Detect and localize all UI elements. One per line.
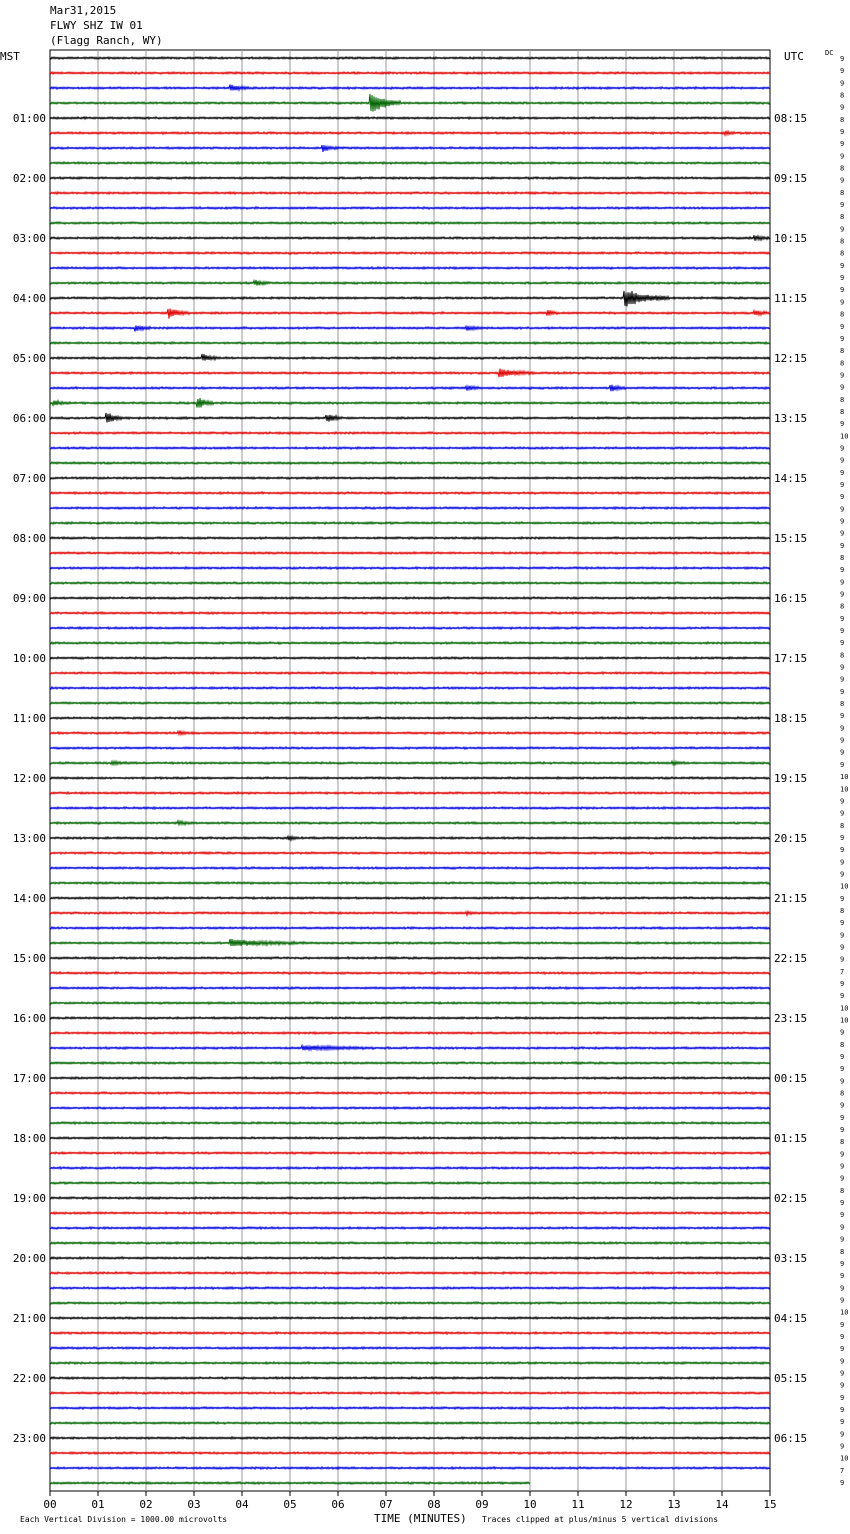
seismic-trace bbox=[50, 477, 770, 479]
dc-offset-value: 9 bbox=[840, 1065, 845, 1074]
dc-offset-value: 9 bbox=[840, 1479, 845, 1487]
seismic-trace bbox=[50, 342, 770, 344]
seismic-trace bbox=[50, 1302, 770, 1304]
mst-hour-label: 15:00 bbox=[12, 952, 46, 965]
dc-offset-value: 9 bbox=[840, 736, 845, 745]
dc-offset-value: 10 bbox=[840, 785, 849, 794]
dc-offset-value: 8 bbox=[840, 407, 845, 416]
utc-hour-label: 12:15 bbox=[774, 352, 808, 365]
dc-offset-value: 9 bbox=[840, 955, 845, 964]
dc-offset-value: 10 bbox=[840, 432, 849, 441]
seismic-trace bbox=[50, 807, 770, 809]
dc-offset-value: 8 bbox=[840, 249, 845, 258]
seismic-trace bbox=[50, 957, 770, 959]
mst-hour-label: 07:00 bbox=[12, 472, 46, 485]
seismic-trace bbox=[50, 657, 770, 659]
seismic-trace bbox=[50, 702, 770, 704]
seismic-trace bbox=[50, 939, 770, 946]
mst-hour-label: 21:00 bbox=[12, 1312, 46, 1325]
utc-hour-label: 17:15 bbox=[774, 652, 808, 665]
dc-offset-value: 9 bbox=[840, 919, 845, 928]
seismic-trace bbox=[50, 507, 770, 509]
seismic-trace bbox=[50, 642, 770, 644]
seismic-trace bbox=[50, 1017, 770, 1019]
x-tick-label: 14 bbox=[715, 1498, 729, 1511]
utc-hour-label: 01:15 bbox=[774, 1132, 808, 1145]
dc-offset-value: 9 bbox=[840, 1235, 845, 1244]
dc-offset-value: 9 bbox=[840, 152, 845, 161]
dc-offset-value: 9 bbox=[840, 1028, 845, 1037]
seismic-trace bbox=[50, 1077, 770, 1079]
mst-hour-label: 03:00 bbox=[12, 232, 46, 245]
seismic-trace bbox=[50, 94, 770, 112]
seismic-trace bbox=[50, 597, 770, 599]
dc-offset-value: 8 bbox=[840, 395, 845, 404]
seismic-trace bbox=[50, 911, 770, 915]
dc-offset-value: 9 bbox=[840, 1199, 845, 1208]
seismic-trace bbox=[50, 309, 770, 319]
seismic-trace bbox=[50, 85, 770, 91]
dc-offset-value: 8 bbox=[840, 821, 845, 830]
dc-offset-value: 9 bbox=[840, 286, 845, 295]
dc-offset-value: 9 bbox=[840, 274, 845, 283]
plot-date: Mar31,2015 bbox=[50, 4, 117, 17]
seismic-trace bbox=[50, 522, 770, 524]
mst-hour-label: 16:00 bbox=[12, 1012, 46, 1025]
seismic-trace bbox=[50, 222, 770, 224]
dc-offset-value: 10 bbox=[840, 1016, 849, 1025]
dc-offset-value: 8 bbox=[840, 554, 845, 563]
seismic-trace bbox=[50, 1272, 770, 1274]
seismic-trace bbox=[50, 1137, 770, 1139]
seismic-trace bbox=[50, 1287, 770, 1289]
dc-offset-value: 9 bbox=[840, 55, 845, 63]
utc-hour-label: 06:15 bbox=[774, 1432, 808, 1445]
seismic-trace bbox=[50, 326, 770, 332]
dc-offset-value: 9 bbox=[840, 639, 845, 648]
dc-offset-value: 9 bbox=[840, 931, 845, 940]
seismic-trace bbox=[50, 1452, 770, 1454]
dc-offset-value: 9 bbox=[840, 797, 845, 806]
dc-offset-value: 9 bbox=[840, 578, 845, 587]
seismic-trace bbox=[50, 1407, 770, 1409]
mst-hour-label: 10:00 bbox=[12, 652, 46, 665]
dc-offset-value: 9 bbox=[840, 1320, 845, 1329]
seismic-trace bbox=[50, 627, 770, 629]
dc-offset-value: 8 bbox=[840, 1089, 845, 1098]
seismic-trace bbox=[50, 1347, 770, 1349]
dc-offset-value: 8 bbox=[840, 1138, 845, 1147]
dc-offset-value: 9 bbox=[840, 663, 845, 672]
seismic-trace bbox=[50, 267, 770, 269]
seismic-trace bbox=[50, 117, 770, 119]
seismic-trace bbox=[50, 1467, 770, 1469]
seismic-trace bbox=[50, 1092, 770, 1094]
dc-offset-value: 9 bbox=[840, 712, 845, 721]
seismic-trace bbox=[50, 717, 770, 719]
dc-offset-value: 9 bbox=[840, 1442, 845, 1451]
utc-hour-label: 18:15 bbox=[774, 712, 808, 725]
dc-offset-value: 10 bbox=[840, 1454, 849, 1463]
seismic-trace bbox=[50, 927, 770, 929]
dc-offset-value: 9 bbox=[840, 371, 845, 380]
seismic-trace bbox=[50, 1182, 770, 1184]
dc-offset-value: 10 bbox=[840, 773, 849, 782]
dc-offset-value: 9 bbox=[840, 1259, 845, 1268]
dc-offset-value: 9 bbox=[840, 298, 845, 307]
seismic-trace bbox=[50, 280, 770, 286]
seismic-trace bbox=[50, 582, 770, 584]
seismic-trace bbox=[50, 987, 770, 989]
seismic-trace bbox=[50, 1062, 770, 1064]
dc-offset-value: 9 bbox=[840, 1418, 845, 1427]
dc-offset-value: 9 bbox=[840, 1345, 845, 1354]
dc-offset-value: 9 bbox=[840, 833, 845, 842]
dc-offset-value: 9 bbox=[840, 1357, 845, 1366]
x-tick-label: 01 bbox=[91, 1498, 105, 1511]
seismic-trace bbox=[50, 492, 770, 494]
dc-offset-value: 9 bbox=[840, 1272, 845, 1281]
dc-offset-value: 9 bbox=[840, 176, 845, 185]
dc-offset-value: 9 bbox=[840, 1369, 845, 1378]
right-timezone-label: UTC bbox=[784, 50, 804, 63]
dc-offset-value: 9 bbox=[840, 627, 845, 636]
mst-hour-label: 14:00 bbox=[12, 892, 46, 905]
scale-note: Each Vertical Division = 1000.00 microvolts bbox=[20, 1515, 228, 1524]
dc-offset-value: 9 bbox=[840, 420, 845, 429]
seismic-trace bbox=[50, 1045, 770, 1050]
dc-offset-value: 9 bbox=[840, 67, 845, 76]
dc-offset-value: 8 bbox=[840, 602, 845, 611]
dc-offset-value: 9 bbox=[840, 724, 845, 733]
seismic-trace bbox=[50, 72, 770, 74]
seismic-trace bbox=[50, 1257, 770, 1259]
x-axis-title: TIME (MINUTES) bbox=[374, 1512, 467, 1525]
seismic-trace bbox=[50, 552, 770, 554]
dc-offset-value: 9 bbox=[840, 748, 845, 757]
seismic-trace bbox=[50, 1392, 770, 1394]
seismic-trace bbox=[50, 747, 770, 749]
x-tick-label: 05 bbox=[283, 1498, 297, 1511]
utc-hour-label: 10:15 bbox=[774, 232, 808, 245]
dc-offset-value: 8 bbox=[840, 115, 845, 124]
seismic-trace bbox=[50, 1032, 770, 1034]
utc-hour-label: 14:15 bbox=[774, 472, 808, 485]
dc-offset-column bbox=[840, 55, 848, 1487]
dc-offset-value: 9 bbox=[840, 979, 845, 988]
seismic-trace bbox=[50, 252, 770, 254]
dc-offset-value: 9 bbox=[840, 201, 845, 210]
dc-offset-value: 9 bbox=[840, 322, 845, 331]
x-tick-label: 08 bbox=[427, 1498, 441, 1511]
dc-offset-value: 9 bbox=[840, 1405, 845, 1414]
mst-hour-label: 18:00 bbox=[12, 1132, 46, 1145]
seismic-trace bbox=[50, 836, 770, 840]
mst-hour-label: 04:00 bbox=[12, 292, 46, 305]
seismic-trace bbox=[50, 369, 770, 378]
station-location: (Flagg Ranch, WY) bbox=[50, 34, 163, 47]
dc-offset-value: 9 bbox=[840, 468, 845, 477]
seismic-trace bbox=[50, 567, 770, 569]
dc-offset-value: 9 bbox=[840, 541, 845, 550]
left-timezone-label: MST bbox=[0, 50, 20, 63]
dc-offset-value: 7 bbox=[840, 1466, 845, 1475]
x-tick-label: 02 bbox=[139, 1498, 153, 1511]
seismic-trace bbox=[50, 192, 770, 194]
seismic-trace bbox=[50, 385, 770, 392]
dc-offset-value: 8 bbox=[840, 1040, 845, 1049]
utc-hour-label: 05:15 bbox=[774, 1372, 808, 1385]
dc-offset-value: 9 bbox=[840, 846, 845, 855]
seismic-trace bbox=[50, 432, 770, 434]
seismic-trace bbox=[50, 731, 770, 735]
mst-hour-label: 06:00 bbox=[12, 412, 46, 425]
dc-offset-value: 9 bbox=[840, 493, 845, 502]
dc-offset-value: 9 bbox=[840, 1223, 845, 1232]
seismic-trace bbox=[50, 291, 770, 307]
utc-hour-label: 03:15 bbox=[774, 1252, 808, 1265]
x-tick-label: 10 bbox=[523, 1498, 537, 1511]
trace-group bbox=[50, 57, 770, 1484]
seismic-trace bbox=[50, 852, 770, 854]
seismic-trace bbox=[50, 1152, 770, 1154]
seismic-trace bbox=[50, 398, 770, 408]
dc-offset-value: 9 bbox=[840, 1077, 845, 1086]
dc-offset-value: 10 bbox=[840, 1308, 849, 1317]
utc-hour-label: 15:15 bbox=[774, 532, 808, 545]
seismic-trace bbox=[50, 1107, 770, 1109]
dc-offset-value: 8 bbox=[840, 906, 845, 915]
dc-offset-value: 9 bbox=[840, 225, 845, 234]
dc-offset-value: 9 bbox=[840, 566, 845, 575]
mst-hour-label: 09:00 bbox=[12, 592, 46, 605]
seismic-trace bbox=[50, 1242, 770, 1244]
seismic-trace bbox=[50, 612, 770, 614]
seismic-trace bbox=[50, 1437, 770, 1439]
seismic-trace bbox=[50, 1377, 770, 1379]
dc-offset-value: 8 bbox=[840, 213, 845, 222]
seismic-trace bbox=[50, 537, 770, 539]
dc-offset-value: 9 bbox=[840, 1381, 845, 1390]
dc-offset-value: 7 bbox=[840, 967, 845, 976]
seismic-trace bbox=[50, 162, 770, 164]
dc-offset-value: 9 bbox=[840, 1211, 845, 1220]
utc-hour-label: 16:15 bbox=[774, 592, 808, 605]
dc-offset-value: 9 bbox=[840, 334, 845, 343]
dc-offset-value: 9 bbox=[840, 590, 845, 599]
seismic-trace bbox=[50, 462, 770, 464]
dc-offset-value: 10 bbox=[840, 1004, 849, 1013]
seismic-trace bbox=[50, 777, 770, 779]
dc-offset-value: 9 bbox=[840, 1150, 845, 1159]
utc-hour-label: 22:15 bbox=[774, 952, 808, 965]
dc-offset-value: 8 bbox=[840, 651, 845, 660]
dc-offset-value: 9 bbox=[840, 1296, 845, 1305]
utc-hour-label: 20:15 bbox=[774, 832, 808, 845]
mst-hour-label: 22:00 bbox=[12, 1372, 46, 1385]
utc-hour-label: 00:15 bbox=[774, 1072, 808, 1085]
dc-offset-value: 9 bbox=[840, 992, 845, 1001]
seismic-trace bbox=[50, 447, 770, 449]
seismic-trace bbox=[50, 131, 770, 136]
dc-offset-value: 9 bbox=[840, 1284, 845, 1293]
dc-offset-value: 9 bbox=[840, 383, 845, 392]
x-tick-label: 13 bbox=[667, 1498, 681, 1511]
dc-offset-value: 8 bbox=[840, 1186, 845, 1195]
seismic-trace bbox=[50, 1002, 770, 1004]
dc-offset-value: 9 bbox=[840, 1430, 845, 1439]
seismic-trace bbox=[50, 672, 770, 674]
seismic-trace bbox=[50, 882, 770, 884]
dc-offset-value: 9 bbox=[840, 103, 845, 112]
seismic-trace bbox=[50, 235, 770, 241]
utc-hour-label: 11:15 bbox=[774, 292, 808, 305]
clip-note: Traces clipped at plus/minus 5 vertical divisions bbox=[482, 1515, 719, 1524]
mst-hour-label: 23:00 bbox=[12, 1432, 46, 1445]
seismic-trace bbox=[50, 1422, 770, 1424]
dc-header-label: DC bbox=[825, 49, 834, 57]
dc-offset-value: 9 bbox=[840, 128, 845, 137]
dc-offset-value: 9 bbox=[840, 140, 845, 149]
dc-offset-value: 9 bbox=[840, 687, 845, 696]
seismic-trace bbox=[50, 1332, 770, 1334]
mst-hour-label: 17:00 bbox=[12, 1072, 46, 1085]
dc-offset-value: 8 bbox=[840, 700, 845, 709]
dc-offset-value: 9 bbox=[840, 1332, 845, 1341]
utc-hour-label: 08:15 bbox=[774, 112, 808, 125]
seismic-trace bbox=[50, 1212, 770, 1214]
x-tick-label: 04 bbox=[235, 1498, 249, 1511]
dc-offset-value: 9 bbox=[840, 444, 845, 453]
dc-offset-value: 8 bbox=[840, 188, 845, 197]
x-tick-label: 07 bbox=[379, 1498, 393, 1511]
dc-offset-value: 9 bbox=[840, 505, 845, 514]
seismic-trace bbox=[50, 687, 770, 689]
mst-hour-label: 13:00 bbox=[12, 832, 46, 845]
x-tick-label: 11 bbox=[571, 1498, 585, 1511]
dc-offset-value: 9 bbox=[840, 1113, 845, 1122]
dc-offset-value: 9 bbox=[840, 870, 845, 879]
dc-offset-value: 8 bbox=[840, 359, 845, 368]
dc-offset-value: 9 bbox=[840, 529, 845, 538]
dc-offset-value: 9 bbox=[840, 79, 845, 88]
plot-frame bbox=[50, 50, 770, 1491]
dc-offset-value: 9 bbox=[840, 480, 845, 489]
seismic-trace bbox=[50, 145, 770, 152]
x-tick-label: 06 bbox=[331, 1498, 345, 1511]
dc-offset-value: 9 bbox=[840, 1162, 845, 1171]
dc-offset-value: 8 bbox=[840, 310, 845, 319]
seismic-trace bbox=[50, 761, 770, 765]
dc-offset-value: 9 bbox=[840, 1126, 845, 1135]
dc-offset-value: 9 bbox=[840, 1393, 845, 1402]
x-tick-label: 12 bbox=[619, 1498, 633, 1511]
utc-hour-label: 21:15 bbox=[774, 892, 808, 905]
mst-hour-label: 20:00 bbox=[12, 1252, 46, 1265]
seismic-trace bbox=[50, 354, 770, 361]
x-tick-label: 00 bbox=[43, 1498, 57, 1511]
seismic-trace bbox=[50, 792, 770, 794]
dc-offset-value: 9 bbox=[840, 1053, 845, 1062]
dc-offset-value: 9 bbox=[840, 894, 845, 903]
mst-hour-label: 11:00 bbox=[12, 712, 46, 725]
time-grid bbox=[50, 50, 770, 1491]
seismic-trace bbox=[50, 177, 770, 179]
mst-hour-label: 02:00 bbox=[12, 172, 46, 185]
seismic-trace bbox=[50, 1167, 770, 1169]
dc-offset-value: 9 bbox=[840, 943, 845, 952]
dc-offset-value: 9 bbox=[840, 614, 845, 623]
seismic-trace bbox=[50, 1362, 770, 1364]
utc-hour-label: 02:15 bbox=[774, 1192, 808, 1205]
utc-hour-label: 19:15 bbox=[774, 772, 808, 785]
seismic-trace bbox=[50, 897, 770, 899]
dc-offset-value: 8 bbox=[840, 1247, 845, 1256]
seismic-trace bbox=[50, 867, 770, 869]
dc-offset-value: 9 bbox=[840, 1174, 845, 1183]
seismic-trace bbox=[50, 821, 770, 825]
seismic-trace bbox=[50, 413, 770, 423]
dc-offset-value: 8 bbox=[840, 164, 845, 173]
x-tick-label: 09 bbox=[475, 1498, 489, 1511]
dc-offset-value: 9 bbox=[840, 809, 845, 818]
seismic-trace bbox=[50, 972, 770, 974]
seismic-trace bbox=[50, 1197, 770, 1199]
x-tick-label: 03 bbox=[187, 1498, 201, 1511]
seismic-trace bbox=[50, 1317, 770, 1319]
dc-offset-value: 9 bbox=[840, 675, 845, 684]
seismic-trace bbox=[50, 1227, 770, 1229]
dc-offset-value: 9 bbox=[840, 517, 845, 526]
station-code: FLWY SHZ IW 01 bbox=[50, 19, 143, 32]
dc-offset-value: 10 bbox=[840, 882, 849, 891]
seismic-trace bbox=[50, 207, 770, 209]
seismic-trace bbox=[50, 57, 770, 59]
dc-offset-value: 9 bbox=[840, 858, 845, 867]
seismic-trace bbox=[50, 1122, 770, 1124]
dc-offset-value: 9 bbox=[840, 1101, 845, 1110]
dc-offset-value: 8 bbox=[840, 237, 845, 246]
dc-offset-value: 9 bbox=[840, 760, 845, 769]
mst-hour-label: 05:00 bbox=[12, 352, 46, 365]
utc-hour-label: 09:15 bbox=[774, 172, 808, 185]
mst-hour-label: 19:00 bbox=[12, 1192, 46, 1205]
dc-offset-value: 8 bbox=[840, 347, 845, 356]
mst-hour-label: 12:00 bbox=[12, 772, 46, 785]
mst-hour-label: 01:00 bbox=[12, 112, 46, 125]
utc-hour-label: 13:15 bbox=[774, 412, 808, 425]
utc-hour-label: 04:15 bbox=[774, 1312, 808, 1325]
dc-offset-value: 9 bbox=[840, 261, 845, 270]
x-tick-label: 15 bbox=[763, 1498, 777, 1511]
dc-offset-value: 8 bbox=[840, 91, 845, 100]
dc-offset-value: 9 bbox=[840, 456, 845, 465]
mst-hour-label: 08:00 bbox=[12, 532, 46, 545]
utc-hour-label: 23:15 bbox=[774, 1012, 808, 1025]
x-axis bbox=[43, 1491, 776, 1511]
